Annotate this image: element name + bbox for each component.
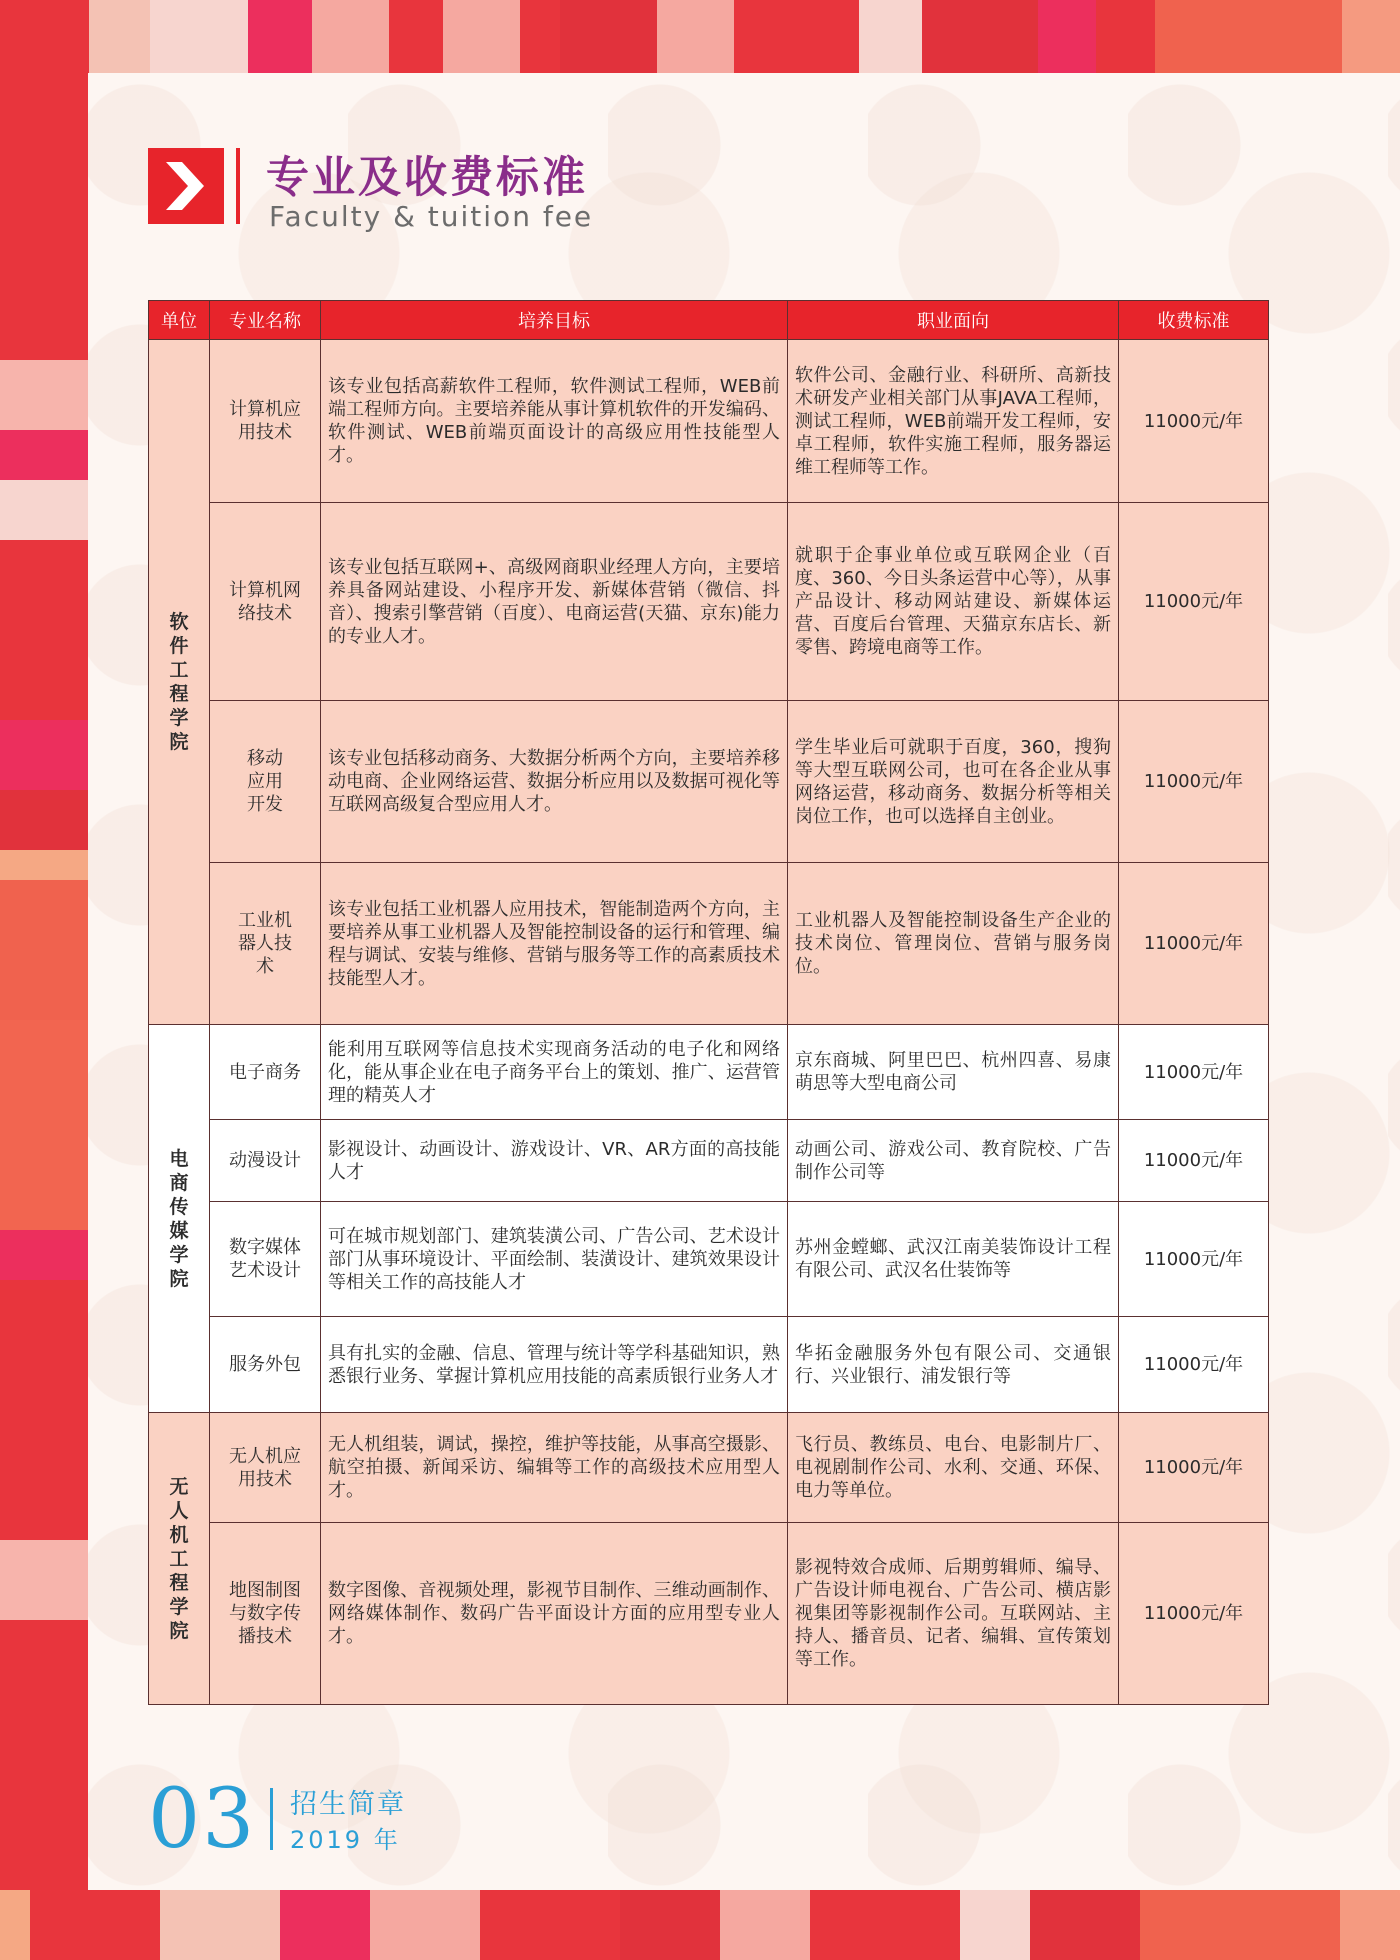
fee-cell: 11000元/年 xyxy=(1119,503,1269,701)
major-cell: 计算机网络技术 xyxy=(210,503,321,701)
career-cell: 学生毕业后可就职于百度，360，搜狗等大型互联网公司，也可在各企业从事网络运营，移动商务、数据分析等相关岗位工作，也可以选择自主创业。 xyxy=(788,701,1119,863)
brochure-label: 招生简章 xyxy=(290,1789,406,1820)
table-row xyxy=(149,340,1269,503)
fee-cell: 11000元/年 xyxy=(1119,863,1269,1025)
major-cell: 数字媒体艺术设计 xyxy=(210,1202,321,1317)
top-decorative-strip xyxy=(0,0,1400,73)
column-header-major: 专业名称 xyxy=(210,301,321,340)
column-header-goal: 培养目标 xyxy=(321,301,788,340)
major-cell: 计算机应用技术 xyxy=(210,340,321,503)
column-header-unit: 单位 xyxy=(149,301,210,340)
table-row xyxy=(149,701,1269,863)
unit-cell xyxy=(149,1025,210,1413)
table-row xyxy=(149,1025,1269,1120)
major-cell: 电子商务 xyxy=(210,1025,321,1120)
major-cell: 服务外包 xyxy=(210,1317,321,1413)
page-subtitle: Faculty & tuition fee xyxy=(269,200,594,233)
header-divider xyxy=(236,148,240,224)
fee-cell: 11000元/年 xyxy=(1119,1413,1269,1523)
fee-cell: 11000元/年 xyxy=(1119,1202,1269,1317)
table-row xyxy=(149,1120,1269,1202)
career-cell: 苏州金螳螂、武汉江南美装饰设计工程有限公司、武汉名仕装饰等 xyxy=(788,1202,1119,1317)
major-cell: 动漫设计 xyxy=(210,1120,321,1202)
column-header-career: 职业面向 xyxy=(788,301,1119,340)
footer-divider xyxy=(270,1788,273,1850)
goal-cell: 该专业包括高薪软件工程师，软件测试工程师，WEB前端工程师方向。主要培养能从事计算机软件的开发编码、软件测试、WEB前端页面设计的高级应用性技能型人才。 xyxy=(321,340,788,503)
goal-cell: 该专业包括互联网+、高级网商职业经理人方向，主要培养具备网站建设、小程序开发、新媒体营销（微信、抖音）、搜索引擎营销（百度）、电商运营(天猫、京东)能力的专业人才。 xyxy=(321,503,788,701)
table-row xyxy=(149,503,1269,701)
career-cell: 动画公司、游戏公司、教育院校、广告制作公司等 xyxy=(788,1120,1119,1202)
faculty-fee-table xyxy=(148,300,1269,1705)
page-number: 03 xyxy=(148,1772,257,1867)
goal-cell: 能利用互联网等信息技术实现商务活动的电子化和网络化，能从事企业在电子商务平台上的策划、推广、运营管理的精英人才 xyxy=(321,1025,788,1120)
unit-cell xyxy=(149,1413,210,1705)
column-header-fee: 收费标准 xyxy=(1119,301,1269,340)
major-cell: 移动应用开发 xyxy=(210,701,321,863)
fee-cell: 11000元/年 xyxy=(1119,701,1269,863)
unit-name: 软件工程学院 xyxy=(169,611,189,753)
page-title: 专业及收费标准 xyxy=(266,153,588,203)
career-cell: 工业机器人及智能控制设备生产企业的技术岗位、管理岗位、营销与服务岗位。 xyxy=(788,863,1119,1025)
career-cell: 软件公司、金融行业、科研所、高新技术研发产业相关部门从事JAVA工程师，测试工程师，WEB前端开发工程师，安卓工程师，软件实施工程师，服务器运维工程师等工作。 xyxy=(788,340,1119,503)
unit-name: 无人机工程学院 xyxy=(169,1475,189,1642)
fee-cell: 11000元/年 xyxy=(1119,340,1269,503)
left-decorative-strip xyxy=(0,0,88,1960)
career-cell: 华拓金融服务外包有限公司、交通银行、兴业银行、浦发银行等 xyxy=(788,1317,1119,1413)
fee-cell: 11000元/年 xyxy=(1119,1317,1269,1413)
goal-cell: 可在城市规划部门、建筑装潢公司、广告公司、艺术设计部门从事环境设计、平面绘制、装潢设计、建筑效果设计等相关工作的高技能人才 xyxy=(321,1202,788,1317)
unit-cell xyxy=(149,340,210,1025)
fee-cell: 11000元/年 xyxy=(1119,1523,1269,1705)
major-cell: 地图制图与数字传播技术 xyxy=(210,1523,321,1705)
brochure-year: 2019 年 xyxy=(290,1826,401,1854)
table-row xyxy=(149,1202,1269,1317)
fee-cell: 11000元/年 xyxy=(1119,1120,1269,1202)
chevron-right-icon xyxy=(148,148,224,224)
table-row xyxy=(149,1413,1269,1523)
goal-cell: 影视设计、动画设计、游戏设计、VR、AR方面的高技能人才 xyxy=(321,1120,788,1202)
career-cell: 就职于企事业单位或互联网企业（百度、360、今日头条运营中心等），从事产品设计、移动网站建设、新媒体运营、百度后台管理、天猫京东店长、新零售、跨境电商等工作。 xyxy=(788,503,1119,701)
career-cell: 京东商城、阿里巴巴、杭州四喜、易康萌思等大型电商公司 xyxy=(788,1025,1119,1120)
goal-cell: 该专业包括移动商务、大数据分析两个方向，主要培养移动电商、企业网络运营、数据分析应用以及数据可视化等互联网高级复合型应用人才。 xyxy=(321,701,788,863)
career-cell: 影视特效合成师、后期剪辑师、编导、广告设计师电视台、广告公司、横店影视集团等影视制作公司。互联网站、主持人、播音员、记者、编辑、宣传策划等工作。 xyxy=(788,1523,1119,1705)
goal-cell: 无人机组装，调试，操控，维护等技能，从事高空摄影、航空拍摄、新闻采访、编辑等工作的高级技术应用型人才。 xyxy=(321,1413,788,1523)
fee-cell: 11000元/年 xyxy=(1119,1025,1269,1120)
bottom-decorative-strip xyxy=(0,1890,1400,1960)
goal-cell: 具有扎实的金融、信息、管理与统计等学科基础知识，熟悉银行业务、掌握计算机应用技能的高素质银行业务人才 xyxy=(321,1317,788,1413)
goal-cell: 数字图像、音视频处理，影视节目制作、三维动画制作、网络媒体制作、数码广告平面设计方面的应用型专业人才。 xyxy=(321,1523,788,1705)
table-row xyxy=(149,863,1269,1025)
table-row xyxy=(149,1523,1269,1705)
table-row xyxy=(149,1317,1269,1413)
unit-name: 电商传媒学院 xyxy=(169,1147,189,1290)
career-cell: 飞行员、教练员、电台、电影制片厂、电视剧制作公司、水利、交通、环保、电力等单位。 xyxy=(788,1413,1119,1523)
goal-cell: 该专业包括工业机器人应用技术，智能制造两个方向，主要培养从事工业机器人及智能控制设备的运行和管理、编程与调试、安装与维修、营销与服务等工作的高素质技术技能型人才。 xyxy=(321,863,788,1025)
table-header-row xyxy=(149,301,1269,340)
major-cell: 工业机器人技术 xyxy=(210,863,321,1025)
major-cell: 无人机应用技术 xyxy=(210,1413,321,1523)
